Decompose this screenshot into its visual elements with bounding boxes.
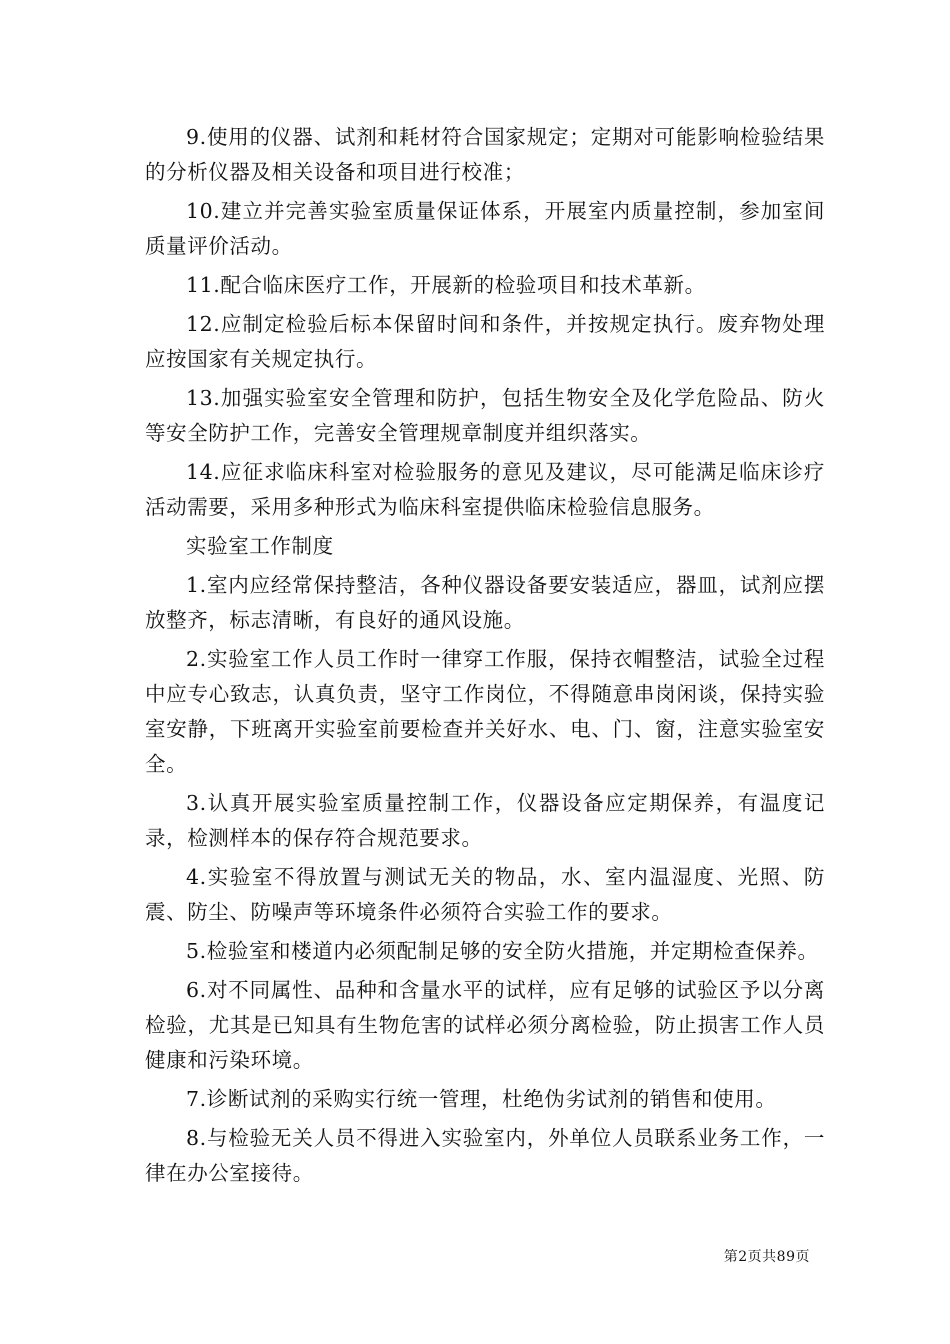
page-footer <box>0 1246 810 1266</box>
paragraph-item-13: 13.加强实验室安全管理和防护，包括生物安全及化学危险品、防火等安全防护工作，完善安全管理规章制度并组织落实。 <box>145 386 825 445</box>
rule-item-6: 6.对不同属性、品种和含量水平的试样，应有足够的试验区予以分离检验，尤其是已知具有生物危害的试样必须分离检验，防止损害工作人员健康和污染环境。 <box>145 978 825 1072</box>
paragraph-item-11: 11.配合临床医疗工作，开展新的检验项目和技术革新。 <box>186 273 706 297</box>
paragraph-item-12: 12.应制定检验后标本保留时间和条件，并按规定执行。废弃物处理应按国家有关规定执行。 <box>145 312 825 371</box>
paragraph-item-14: 14.应征求临床科室对检验服务的意见及建议，尽可能满足临床诊疗活动需要，采用多种形式为临床科室提供临床检验信息服务。 <box>145 460 825 519</box>
paragraph-item-10: 10.建立并完善实验室质量保证体系，开展室内质量控制，参加室间质量评价活动。 <box>145 199 825 258</box>
document-body <box>145 120 825 1195</box>
rule-item-1: 1.室内应经常保持整洁，各种仪器设备要安装适应，器皿，试剂应摆放整齐，标志清晰，有良好的通风设施。 <box>145 573 825 632</box>
rule-item-5: 5.检验室和楼道内必须配制足够的安全防火措施，并定期检查保养。 <box>186 939 819 963</box>
rule-item-4: 4.实验室不得放置与测试无关的物品，水、室内温湿度、光照、防震、防尘、防噪声等环境条件必须符合实验工作的要求。 <box>145 865 825 924</box>
section-heading: 实验室工作制度 <box>186 534 334 558</box>
rule-item-3: 3.认真开展实验室质量控制工作，仪器设备应定期保养，有温度记录，检测样本的保存符合规范要求。 <box>145 791 825 850</box>
paragraph-item-9: 9.使用的仪器、试剂和耗材符合国家规定；定期对可能影响检验结果的分析仪器及相关设备和项目进行校准； <box>145 125 825 184</box>
rule-item-8: 8.与检验无关人员不得进入实验室内，外单位人员联系业务工作，一律在办公室接待。 <box>145 1126 825 1185</box>
rule-item-2: 2.实验室工作人员工作时一律穿工作服，保持衣帽整洁，试验全过程中应专心致志，认真负责，坚守工作岗位，不得随意串岗闲谈，保持实验室安静，下班离开实验室前要检查并关好水、电、门、窗，注意实验室安全。 <box>145 647 825 776</box>
page-number: 第2页共89页 <box>723 1249 810 1265</box>
rule-item-7: 7.诊断试剂的采购实行统一管理，杜绝伪劣试剂的销售和使用。 <box>186 1087 777 1111</box>
